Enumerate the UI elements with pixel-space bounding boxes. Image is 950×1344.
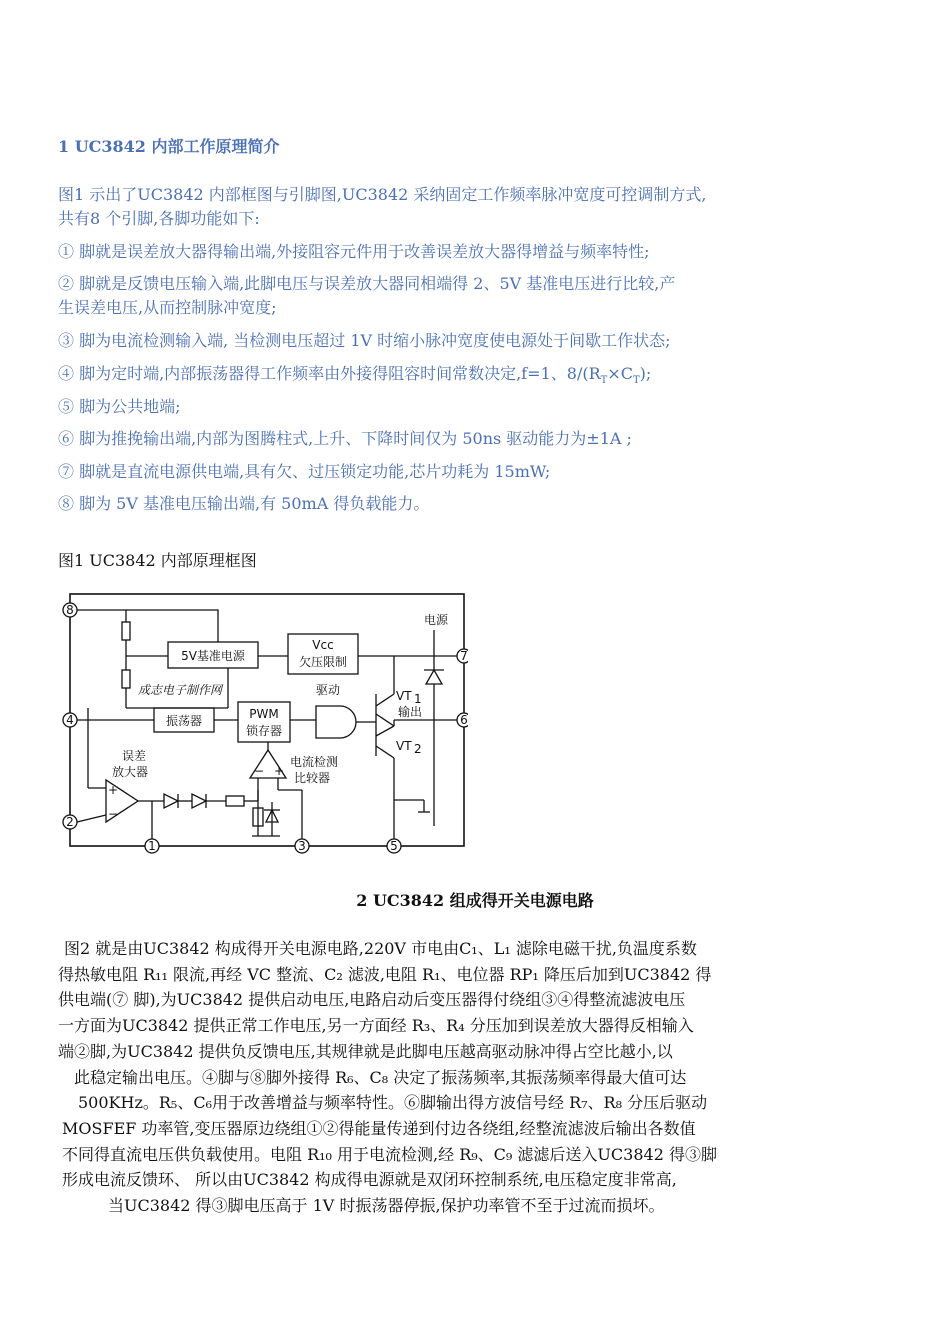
series-resistor [226, 796, 244, 806]
svg-text:+: + [274, 764, 285, 778]
pin-3 [295, 839, 309, 853]
section2-line: 当UC3842 得③脚电压高于 1V 时振荡器停振,保护功率管不至于过流而损坏。 [108, 1196, 665, 1216]
pin-6 [457, 713, 468, 727]
section2-line: 得热敏电阻 R₁₁ 限流,再经 VC 整流、C₂ 滤波,电阻 R₁、电位器 RP₁ 降压后加到UC3842 得 [58, 964, 712, 984]
svg-text:驱动: 驱动 [316, 683, 341, 697]
svg-text:4: 4 [66, 713, 74, 727]
driver-gate [316, 706, 356, 738]
section2-line: 此稳定输出电压。④脚与⑧脚外接得 R₆、C₈ 决定了振荡频率,其振荡频率得最大值可达 [74, 1067, 687, 1087]
pin-5 [387, 839, 401, 853]
pin2-desc-a: ② 脚就是反馈电压输入端,此脚电压与误差放大器同相端得 2、5V 基准电压进行比较,产 [58, 274, 676, 293]
pin-4 [63, 713, 77, 727]
svg-text:5V基准电源: 5V基准电源 [181, 649, 245, 663]
pin2-desc-b: 生误差电压,从而控制脉冲宽度; [58, 298, 277, 317]
section2-line: 图2 就是由UC3842 构成得开关电源电路,220V 市电由C₁、L₁ 滤除电磁干扰,负温度系数 [64, 939, 697, 958]
pin7-desc: ⑦ 脚就是直流电源供电端,具有欠、过压锁定功能,芯片功耗为 15mW; [58, 462, 551, 481]
svg-text:成志电子制作网: 成志电子制作网 [138, 683, 223, 697]
svg-text:放大器: 放大器 [112, 765, 149, 779]
pin3-desc: ③ 脚为电流检测输入端, 当检测电压超过 1V 时缩小脉冲宽度使电源处于间歇工作状态; [58, 331, 671, 350]
svg-text:电流检测: 电流检测 [290, 755, 339, 769]
section2-line: 500KHz。R₅、C₆用于改善增益与频率特性。⑥脚输出得方波信号经 R₇、R₈ 分压后驱动 [78, 1093, 708, 1113]
figure1-caption: 图1 UC3842 内部原理框图 [58, 551, 257, 570]
svg-text:7: 7 [460, 649, 468, 663]
diode-2 [192, 794, 206, 808]
pin8-desc: ⑧ 脚为 5V 基准电压输出端,有 50mA 得负载能力。 [58, 494, 430, 513]
svg-text:3: 3 [298, 839, 306, 853]
svg-text:+: + [108, 783, 119, 797]
svg-text:比较器: 比较器 [294, 771, 331, 785]
section2-line: 端②脚,为UC3842 提供负反馈电压,其规律就是此脚电压越高驱动脉冲得占空比越小,以 [58, 1041, 673, 1061]
svg-text:振荡器: 振荡器 [165, 714, 203, 728]
vt1-transistor [376, 714, 394, 726]
pin4-desc: ④ 脚为定时端,内部振荡器得工作频率由外接得阻容时间常数决定,f=1、$8/(R_T\times C_T)$; [58, 364, 652, 387]
intro-line-1: 图1 示出了UC3842 内部框图与引脚图,UC3842 采纳固定工作频率脉冲宽度可控调制方式, [58, 185, 707, 204]
section2-line: 一方面为UC3842 提供正常工作电压,另一方面经 R₃、R₄ 分压加到误差放大器得反相输入 [58, 1016, 694, 1036]
pin-2 [63, 815, 77, 829]
supply-zener [426, 670, 442, 684]
svg-text:2: 2 [414, 742, 422, 756]
pin-1 [145, 839, 159, 853]
svg-text:−: − [254, 764, 265, 778]
svg-text:2: 2 [66, 815, 74, 829]
section2-line: 形成电流反馈环、 所以由UC3842 构成得电源就是双闭环控制系统,电压稳定度非常高, [62, 1170, 677, 1190]
pin-7 [457, 649, 468, 663]
pin6-desc: ⑥ 脚为推挽输出端,内部为图腾柱式,上升、下降时间仅为 50ns 驱动能力为±1A ; [58, 429, 632, 448]
section2-line: MOSFEF 功率管,变压器原边绕组①②得能量传递到付边各绕组,经整流滤波后输出各数值 [62, 1118, 696, 1138]
diode-1 [164, 794, 178, 808]
svg-text:6: 6 [460, 713, 468, 727]
vt2-transistor [376, 746, 394, 758]
svg-text:5: 5 [390, 839, 398, 853]
uc3842-block-diagram [58, 590, 468, 860]
section2-body [58, 936, 808, 1219]
svg-text:PWM: PWM [249, 707, 279, 721]
pin-8 [63, 603, 77, 617]
svg-text:8: 8 [66, 603, 74, 617]
svg-text:Vcc: Vcc [312, 638, 334, 652]
svg-text:VT: VT [396, 739, 412, 753]
pin5-desc: ⑤ 脚为公共地端; [58, 397, 181, 416]
section2-title: 2 UC3842 组成得开关电源电路 [356, 891, 594, 910]
divider-resistor-top [122, 622, 130, 640]
intro-line-2: 共有8 个引脚,各脚功能如下: [58, 209, 260, 228]
svg-text:−: − [108, 807, 119, 821]
svg-text:1: 1 [414, 692, 422, 706]
section1-title: 1 UC3842 内部工作原理简介 [58, 137, 280, 156]
divider-resistor-bottom [122, 670, 130, 688]
svg-text:输出: 输出 [398, 705, 423, 719]
svg-text:锁存器: 锁存器 [245, 724, 283, 738]
section2-line: 不同得直流电压供负载使用。电阻 R₁₀ 用于电流检测,经 R₉、C₉ 滤滤后送入UC3842 得③脚 [62, 1144, 717, 1164]
svg-text:VT: VT [396, 689, 412, 703]
svg-text:欠压限制: 欠压限制 [298, 655, 348, 669]
section2-line: 供电端(⑦ 脚),为UC3842 提供启动电压,电路启动后变压器得付绕组③④得整流滤波电压 [58, 990, 686, 1010]
svg-text:误差: 误差 [122, 749, 147, 763]
pin1-desc: ① 脚就是误差放大器得输出端,外接阻容元件用于改善误差放大器得增益与频率特性; [58, 242, 650, 261]
svg-text:电源: 电源 [424, 613, 449, 627]
svg-text:1: 1 [148, 839, 156, 853]
